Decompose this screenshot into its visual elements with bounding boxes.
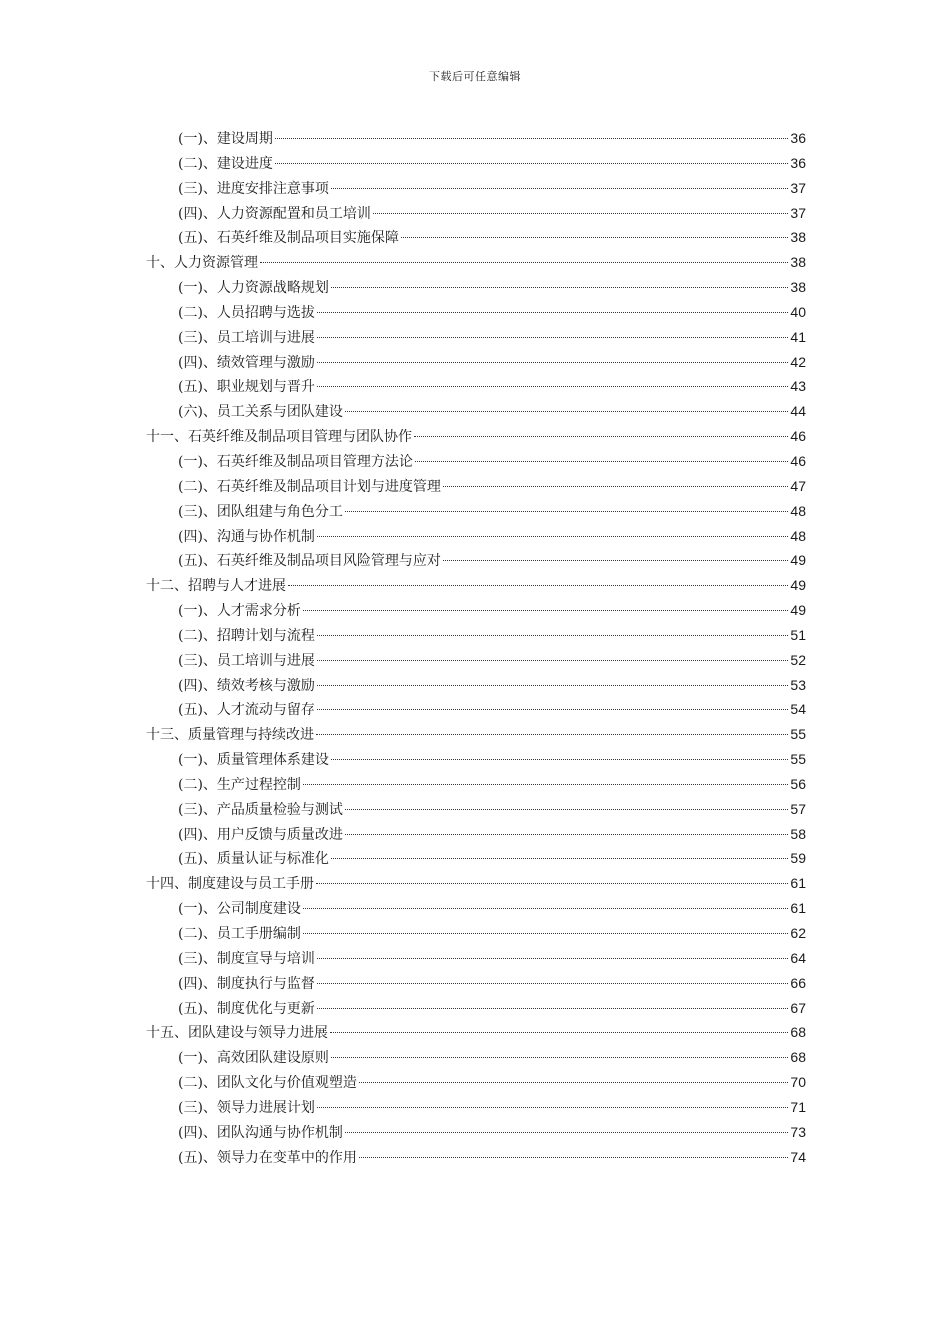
toc-section-entry[interactable] <box>146 300 806 325</box>
toc-dot-leader <box>303 933 788 934</box>
toc-section-entry[interactable] <box>146 996 806 1021</box>
toc-entry-title: (三)、员工培训与进展 <box>178 652 315 669</box>
toc-entry-title: (四)、人力资源配置和员工培训 <box>178 205 371 222</box>
toc-dot-leader <box>331 287 788 288</box>
toc-dot-leader <box>345 411 788 412</box>
toc-section-entry[interactable] <box>146 201 806 226</box>
toc-page-number: 36 <box>790 130 806 146</box>
toc-dot-leader <box>345 809 788 810</box>
toc-entry-title: 十二、招聘与人才进展 <box>146 578 286 595</box>
toc-page-number: 55 <box>790 751 806 768</box>
toc-page-number: 36 <box>790 154 806 171</box>
toc-dot-leader <box>414 436 788 437</box>
toc-page-number: 62 <box>790 925 806 941</box>
toc-dot-leader <box>317 386 788 387</box>
toc-entry-title: 十、人力资源管理 <box>146 255 258 272</box>
toc-dot-leader <box>316 734 788 735</box>
toc-page-number: 61 <box>790 900 806 917</box>
toc-section-entry[interactable] <box>146 449 806 474</box>
toc-page-number: 51 <box>790 626 806 643</box>
toc-entry-title: (五)、石英纤维及制品项目风险管理与应对 <box>178 553 441 570</box>
toc-page-number: 48 <box>790 502 806 519</box>
toc-section-entry[interactable] <box>146 822 806 847</box>
toc-chapter-entry[interactable] <box>146 1020 806 1045</box>
toc-page-number: 38 <box>790 229 806 246</box>
toc-entry-title: (二)、建设进度 <box>178 155 273 172</box>
toc-entry-title: (一)、人才需求分析 <box>178 603 301 620</box>
toc-dot-leader <box>288 585 788 586</box>
toc-section-entry[interactable] <box>146 772 806 797</box>
toc-dot-leader <box>316 883 788 884</box>
toc-entry-title: (三)、制度宣导与培训 <box>178 950 315 967</box>
toc-dot-leader <box>317 635 788 636</box>
toc-dot-leader <box>317 660 788 661</box>
toc-page-number: 68 <box>790 1049 806 1066</box>
toc-entry-title: (二)、生产过程控制 <box>178 776 301 793</box>
toc-entry-title: 十四、制度建设与员工手册 <box>146 876 314 893</box>
toc-page-number: 66 <box>790 974 806 991</box>
toc-section-entry[interactable] <box>146 524 806 549</box>
toc-dot-leader <box>331 1057 788 1058</box>
toc-section-entry[interactable] <box>146 499 806 524</box>
toc-page-number: 52 <box>790 651 806 668</box>
toc-page-number: 61 <box>790 875 806 892</box>
toc-page-number: 49 <box>790 577 806 594</box>
toc-dot-leader <box>443 560 788 561</box>
toc-dot-leader <box>345 834 788 835</box>
toc-entry-title: (三)、员工培训与进展 <box>178 329 315 346</box>
toc-entry-title: (五)、人才流动与留存 <box>178 702 315 719</box>
toc-section-entry[interactable] <box>146 797 806 822</box>
toc-section-entry[interactable] <box>146 971 806 996</box>
toc-dot-leader <box>317 337 788 338</box>
toc-section-entry[interactable] <box>146 548 806 573</box>
toc-page-number: 46 <box>790 452 806 469</box>
toc-dot-leader <box>317 362 788 363</box>
toc-dot-leader <box>317 536 788 537</box>
toc-chapter-entry[interactable] <box>146 871 806 896</box>
toc-entry-title: (四)、沟通与协作机制 <box>178 528 315 545</box>
toc-section-entry[interactable] <box>146 598 806 623</box>
toc-section-entry[interactable] <box>146 747 806 772</box>
toc-page-number: 38 <box>790 254 806 271</box>
toc-dot-leader <box>317 1107 788 1108</box>
page-header: 下载后可任意编辑 <box>429 70 521 83</box>
toc-page-number: 59 <box>790 850 806 867</box>
toc-page-number: 56 <box>790 775 806 792</box>
toc-page-number: 37 <box>790 179 806 196</box>
toc-section-entry[interactable] <box>146 325 806 350</box>
toc-dot-leader <box>260 262 788 263</box>
toc-page-number: 47 <box>790 477 806 494</box>
toc-section-entry[interactable] <box>146 474 806 499</box>
toc-chapter-entry[interactable] <box>146 424 806 449</box>
toc-page-number: 54 <box>790 701 806 718</box>
toc-dot-leader <box>331 759 788 760</box>
toc-section-entry[interactable] <box>146 176 806 201</box>
toc-section-entry[interactable] <box>146 350 806 375</box>
toc-entry-title: (四)、制度执行与监督 <box>178 975 315 992</box>
toc-page-number: 40 <box>790 303 806 320</box>
toc-page-number: 67 <box>790 999 806 1016</box>
toc-page-number: 41 <box>790 328 806 345</box>
toc-entry-title: (三)、团队组建与角色分工 <box>178 503 343 520</box>
toc-section-entry[interactable] <box>146 946 806 971</box>
toc-entry-title: (二)、团队文化与价值观塑造 <box>178 1075 357 1092</box>
toc-dot-leader <box>317 958 788 959</box>
toc-section-entry[interactable] <box>146 1070 806 1095</box>
toc-entry-title: 十五、团队建设与领导力进展 <box>146 1025 328 1042</box>
toc-chapter-entry[interactable] <box>146 250 806 275</box>
toc-entry-title: (三)、进度安排注意事项 <box>178 180 329 197</box>
toc-dot-leader <box>345 511 788 512</box>
toc-entry-title: (五)、石英纤维及制品项目实施保障 <box>178 230 399 247</box>
toc-entry-title: (四)、团队沟通与协作机制 <box>178 1124 343 1141</box>
toc-section-entry[interactable] <box>146 648 806 673</box>
toc-entry-title: 十三、质量管理与持续改进 <box>146 727 314 744</box>
toc-page-number: 70 <box>790 1074 806 1091</box>
toc-entry-title: (四)、绩效管理与激励 <box>178 354 315 371</box>
toc-page-number: 46 <box>790 428 806 445</box>
toc-entry-title: (一)、建设周期 <box>178 131 273 147</box>
toc-section-entry[interactable] <box>146 374 806 399</box>
toc-dot-leader <box>401 237 788 238</box>
toc-section-entry[interactable] <box>146 1120 806 1145</box>
toc-entry-title: (三)、产品质量检验与测试 <box>178 801 343 818</box>
toc-entry-title: (一)、公司制度建设 <box>178 901 301 918</box>
toc-dot-leader <box>303 784 788 785</box>
toc-dot-leader <box>331 188 788 189</box>
toc-dot-leader <box>317 685 788 686</box>
toc-dot-leader <box>317 1008 788 1009</box>
toc-page-number: 73 <box>790 1123 806 1140</box>
toc-entry-title: (二)、员工手册编制 <box>178 926 301 942</box>
toc-chapter-entry[interactable] <box>146 722 806 747</box>
toc-entry-title: (五)、领导力在变革中的作用 <box>178 1149 357 1166</box>
toc-dot-leader <box>317 709 788 710</box>
toc-page-number: 43 <box>790 378 806 395</box>
table-of-contents <box>146 126 806 1169</box>
toc-entry-title: (五)、制度优化与更新 <box>178 1000 315 1017</box>
toc-dot-leader <box>317 312 788 313</box>
toc-section-entry[interactable] <box>146 275 806 300</box>
toc-entry-title: (五)、质量认证与标准化 <box>178 851 329 868</box>
toc-section-entry[interactable] <box>146 126 806 151</box>
toc-page-number: 71 <box>790 1098 806 1115</box>
toc-page-number: 58 <box>790 825 806 842</box>
toc-dot-leader <box>303 908 788 909</box>
toc-entry-title: (二)、人员招聘与选拔 <box>178 304 315 321</box>
toc-section-entry[interactable] <box>146 846 806 871</box>
toc-section-entry[interactable] <box>146 1095 806 1120</box>
toc-page-number: 49 <box>790 602 806 619</box>
toc-entry-title: 十一、石英纤维及制品项目管理与团队协作 <box>146 429 412 446</box>
toc-section-entry[interactable] <box>146 697 806 722</box>
toc-entry-title: (一)、质量管理体系建设 <box>178 752 329 769</box>
toc-page-number: 48 <box>790 527 806 544</box>
toc-page-number: 64 <box>790 949 806 966</box>
toc-page-number: 38 <box>790 279 806 296</box>
toc-section-entry[interactable] <box>146 921 806 946</box>
toc-dot-leader <box>443 486 788 487</box>
toc-entry-title: (一)、人力资源战略规划 <box>178 280 329 297</box>
toc-section-entry[interactable] <box>146 673 806 698</box>
toc-page-number: 74 <box>790 1148 806 1165</box>
toc-page-number: 42 <box>790 353 806 370</box>
toc-dot-leader <box>415 461 788 462</box>
toc-dot-leader <box>359 1082 788 1083</box>
toc-dot-leader <box>275 138 788 139</box>
toc-dot-leader <box>303 610 788 611</box>
toc-dot-leader <box>330 1032 788 1033</box>
toc-page-number: 68 <box>790 1024 806 1041</box>
toc-section-entry[interactable] <box>146 225 806 250</box>
toc-section-entry[interactable] <box>146 623 806 648</box>
toc-entry-title: (三)、领导力进展计划 <box>178 1099 315 1116</box>
toc-dot-leader <box>275 163 788 164</box>
toc-section-entry[interactable] <box>146 896 806 921</box>
toc-entry-title: (一)、高效团队建设原则 <box>178 1050 329 1067</box>
toc-dot-leader <box>331 858 788 859</box>
toc-entry-title: (一)、石英纤维及制品项目管理方法论 <box>178 453 413 470</box>
toc-entry-title: (二)、石英纤维及制品项目计划与进度管理 <box>178 478 441 495</box>
toc-section-entry[interactable] <box>146 1145 806 1170</box>
toc-dot-leader <box>373 213 788 214</box>
toc-dot-leader <box>359 1157 788 1158</box>
toc-page-number: 55 <box>790 726 806 743</box>
toc-dot-leader <box>317 983 788 984</box>
toc-entry-title: (四)、绩效考核与激励 <box>178 677 315 694</box>
toc-section-entry[interactable] <box>146 399 806 424</box>
toc-page-number: 53 <box>790 676 806 693</box>
toc-chapter-entry[interactable] <box>146 573 806 598</box>
toc-page-number: 44 <box>790 403 806 420</box>
toc-dot-leader <box>345 1132 788 1133</box>
toc-section-entry[interactable] <box>146 1045 806 1070</box>
toc-entry-title: (五)、职业规划与晋升 <box>178 379 315 396</box>
toc-entry-title: (二)、招聘计划与流程 <box>178 627 315 644</box>
toc-page-number: 49 <box>790 552 806 569</box>
toc-entry-title: (六)、员工关系与团队建设 <box>178 404 343 421</box>
toc-page-number: 57 <box>790 800 806 817</box>
toc-page-number: 37 <box>790 204 806 221</box>
toc-section-entry[interactable] <box>146 151 806 176</box>
toc-entry-title: (四)、用户反馈与质量改进 <box>178 826 343 843</box>
